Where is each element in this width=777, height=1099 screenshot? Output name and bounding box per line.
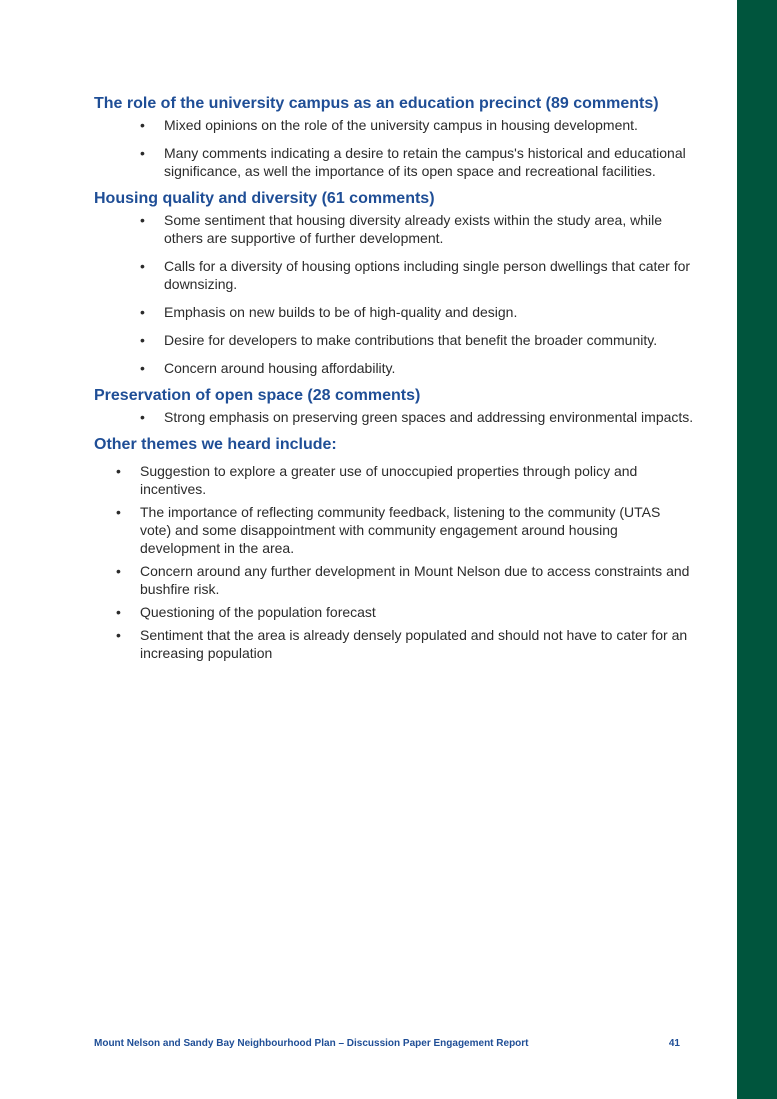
list-item: • Emphasis on new builds to be of high-quality and design. bbox=[164, 303, 694, 321]
list-item: • Calls for a diversity of housing options including single person dwellings that cater for downsizing. bbox=[164, 257, 694, 293]
page-footer bbox=[94, 1038, 680, 1049]
document-body bbox=[94, 94, 694, 667]
footer-title: Mount Nelson and Sandy Bay Neighbourhood Plan – Discussion Paper Engagement Report bbox=[94, 1038, 529, 1049]
bullet-list bbox=[94, 408, 694, 426]
bullet-list bbox=[94, 116, 694, 180]
list-item: • Many comments indicating a desire to retain the campus's historical and educational significance, as well the importance of its open space and recreational facilities. bbox=[164, 144, 694, 180]
list-item: • Strong emphasis on preserving green spaces and addressing environmental impacts. bbox=[164, 408, 694, 426]
list-item: • The importance of reflecting community feedback, listening to the community (UTAS vote) and some disappointment with community engagement around housing development in the area. bbox=[140, 503, 694, 557]
section-other-themes bbox=[94, 435, 694, 662]
list-item: • Concern around any further development in Mount Nelson due to access constraints and bushfire risk. bbox=[140, 562, 694, 598]
section-heading: Other themes we heard include: bbox=[94, 436, 337, 453]
section-university-campus bbox=[94, 94, 694, 180]
list-item: • Some sentiment that housing diversity already exists within the study area, while others are supportive of further development. bbox=[164, 211, 694, 247]
page-number: 41 bbox=[668, 1038, 680, 1049]
side-color-band bbox=[737, 0, 777, 1099]
bullet-list bbox=[94, 211, 694, 377]
section-heading: The role of the university campus as an education precinct (89 comments) bbox=[94, 95, 659, 112]
bullet-list bbox=[94, 462, 694, 662]
section-housing-quality bbox=[94, 189, 694, 377]
list-item: • Suggestion to explore a greater use of unoccupied properties through policy and incentives. bbox=[140, 462, 694, 498]
list-item: • Desire for developers to make contributions that benefit the broader community. bbox=[164, 331, 694, 349]
section-heading: Housing quality and diversity (61 comments) bbox=[94, 190, 435, 207]
list-item: • Sentiment that the area is already densely populated and should not have to cater for an increasing population bbox=[140, 626, 694, 662]
list-item: • Concern around housing affordability. bbox=[164, 359, 694, 377]
list-item: • Mixed opinions on the role of the university campus in housing development. bbox=[164, 116, 694, 134]
section-heading: Preservation of open space (28 comments) bbox=[94, 387, 421, 404]
list-item: • Questioning of the population forecast bbox=[140, 603, 694, 621]
section-open-space bbox=[94, 386, 694, 426]
